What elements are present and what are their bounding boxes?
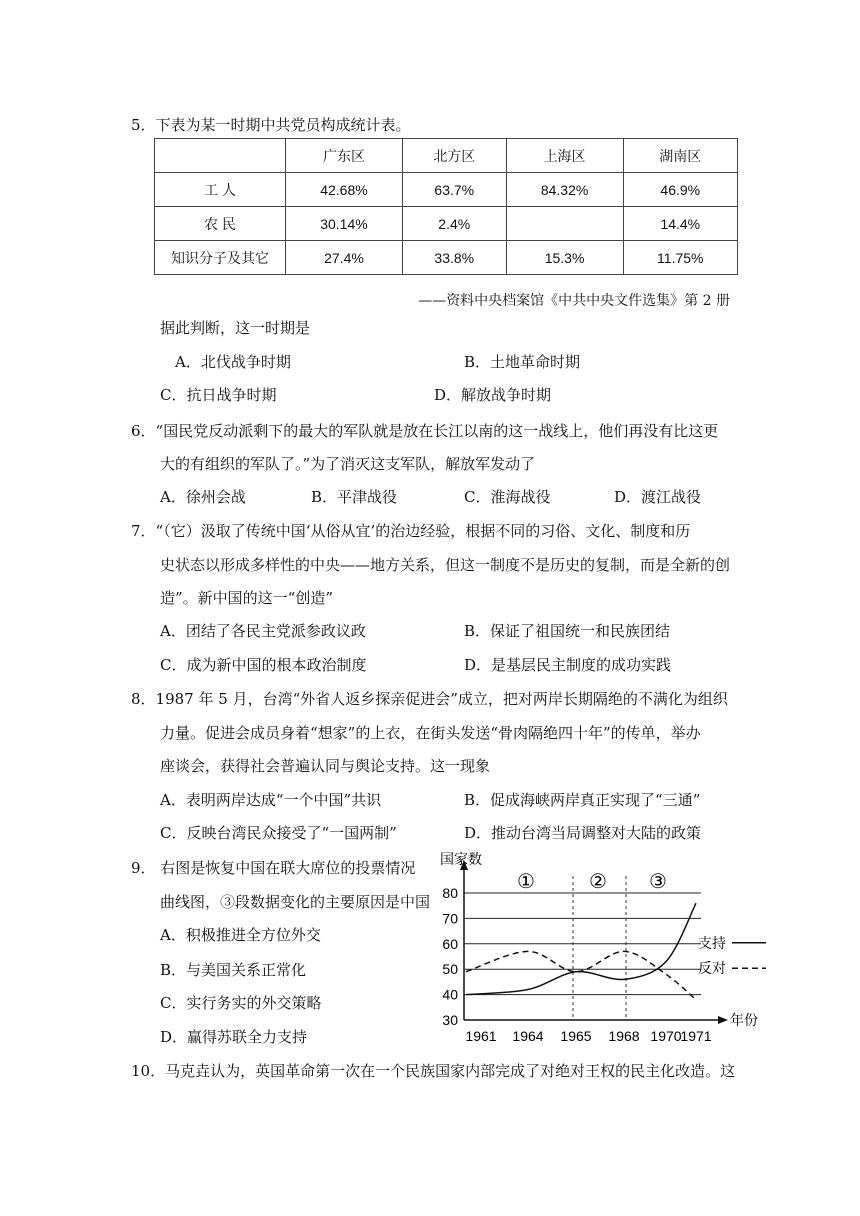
q7-option-c[interactable]: C．成为新中国的根本政治制度: [160, 656, 367, 674]
q5-prompt: 据此判断，这一时期是: [160, 319, 311, 337]
q7-line2: 史状态以形成多样性的中央——地方关系，但这一制度不是历史的复制，而是全新的创: [160, 556, 731, 574]
table-cell: 84.32%: [506, 173, 623, 207]
q6-option-c[interactable]: C．淮海战役: [464, 488, 551, 506]
segment-marker: ②: [589, 871, 607, 893]
table-header-cell: 北方区: [402, 139, 506, 173]
y-tick-label: 30: [442, 1012, 458, 1028]
y-tick-label: 80: [442, 885, 458, 901]
q9-option-c[interactable]: C．实行务实的外交策略: [160, 994, 322, 1012]
q7-option-d[interactable]: D．是基层民主制度的成功实践: [464, 656, 672, 674]
segment-marker: ①: [517, 871, 535, 893]
table-cell: 33.8%: [402, 241, 506, 275]
q7-option-b[interactable]: B．保证了祖国统一和民族团结: [464, 622, 671, 640]
table-header-cell: 上海区: [506, 139, 623, 173]
y-tick-label: 40: [442, 986, 458, 1003]
q8-option-b[interactable]: B．促成海峡两岸真正实现了“三通”: [464, 791, 701, 809]
table-cell: 14.4%: [623, 207, 737, 241]
y-tick-label: 50: [442, 961, 458, 978]
legend-label: 反对: [698, 960, 726, 977]
table-row-label: 工 人: [155, 173, 286, 207]
q6-line1: 6．“国民党反动派剩下的最大的军队就是放在长江以南的这一战线上，他们再没有比这更: [131, 422, 719, 440]
q6-option-d[interactable]: D．渡江战役: [614, 488, 702, 506]
table-row: [155, 207, 738, 241]
q7-line3: 造”。新中国的这一“创造”: [160, 589, 334, 607]
table-row: [155, 173, 738, 207]
table-header-cell: 湖南区: [623, 139, 737, 173]
y-tick-label: 60: [442, 935, 458, 952]
q5-option-a[interactable]: A．北伐战争时期: [175, 353, 291, 371]
legend-label: 支持: [698, 934, 726, 951]
table-header-cell: 广东区: [286, 139, 403, 173]
q9-option-a[interactable]: A．积极推进全方位外交: [160, 926, 321, 944]
table-row-label: 知识分子及其它: [155, 241, 286, 275]
series-line-support: [466, 903, 696, 994]
table-cell: 42.68%: [286, 173, 403, 207]
table-cell: [506, 207, 623, 241]
q7-line1: 7．“（它）汲取了传统中国‘从俗从宜’的治边经验，根据不同的习俗、文化、制度和历: [131, 522, 691, 540]
y-axis-label: 国家数: [440, 851, 482, 867]
q8-line2: 力量。促进会成员身着“想家”的上衣，在街头发送“骨肉隔绝四十年”的传单，举办: [160, 724, 701, 742]
table-row: [155, 241, 738, 275]
x-axis-label: 年份: [730, 1012, 758, 1028]
party-member-table: [154, 138, 738, 275]
q6-line2: 大的有组织的军队了。”为了消灭这支军队，解放军发动了: [160, 455, 536, 473]
q6-option-a[interactable]: A．徐州会战: [160, 488, 246, 506]
q8-option-d[interactable]: D．推动台湾当局调整对大陆的政策: [464, 824, 702, 842]
q8-option-a[interactable]: A．表明两岸达成“一个中国”共识: [160, 791, 382, 809]
table-row-label: 农 民: [155, 207, 286, 241]
q5-option-c[interactable]: C．抗日战争时期: [160, 386, 277, 404]
q9-option-b[interactable]: B．与美国关系正常化: [160, 961, 307, 979]
segment-marker: ③: [649, 871, 667, 893]
table-cell: 46.9%: [623, 173, 737, 207]
table-cell: 30.14%: [286, 207, 403, 241]
x-tick-label: 1965: [560, 1028, 592, 1044]
q9-line1: 9． 右图是恢复中国在联大席位的投票情况: [131, 859, 416, 877]
q7-option-a[interactable]: A．团结了各民主党派参政议政: [160, 622, 366, 640]
q8-line1: 8．1987 年 5 月，台湾“外省人返乡探亲促进会”成立，把对两岸长期隔绝的不满化为组织: [131, 690, 728, 708]
vote-line-chart: [436, 848, 776, 1048]
q8-line3: 座谈会，获得社会普遍认同与舆论支持。这一现象: [160, 757, 491, 775]
q10-line1: 10．马克垚认为，英国革命第一次在一个民族国家内部完成了对绝对王权的民主化改造。这: [131, 1062, 736, 1080]
x-tick-label: 1970: [650, 1028, 682, 1044]
q9-line2: 曲线图，③段数据变化的主要原因是中国: [160, 893, 431, 911]
x-axis-arrow: [718, 1016, 728, 1024]
q5-source: ——资料中央档案馆《中共中央文件选集》第 2 册: [418, 293, 730, 309]
table-cell: 27.4%: [286, 241, 403, 275]
q5-option-b[interactable]: B．土地革命时期: [464, 353, 581, 371]
q5-stem: 5．下表为某一时期中共党员构成统计表。: [131, 116, 411, 134]
x-tick-label: 1971: [680, 1028, 712, 1044]
q8-option-c[interactable]: C．反映台湾民众接受了“一国两制”: [160, 824, 397, 842]
x-tick-label: 1964: [512, 1028, 544, 1044]
x-tick-label: 1961: [465, 1028, 497, 1044]
table-cell: 11.75%: [623, 241, 737, 275]
table-header-cell: [155, 139, 286, 173]
table-cell: 63.7%: [402, 173, 506, 207]
q9-option-d[interactable]: D．赢得苏联全力支持: [160, 1028, 308, 1046]
q5-option-d[interactable]: D．解放战争时期: [434, 386, 552, 404]
table-cell: 2.4%: [402, 207, 506, 241]
table-cell: 15.3%: [506, 241, 623, 275]
q6-option-b[interactable]: B．平津战役: [311, 488, 398, 506]
x-tick-label: 1968: [608, 1028, 640, 1044]
y-tick-label: 70: [442, 910, 458, 927]
table-header-row: [155, 139, 738, 173]
